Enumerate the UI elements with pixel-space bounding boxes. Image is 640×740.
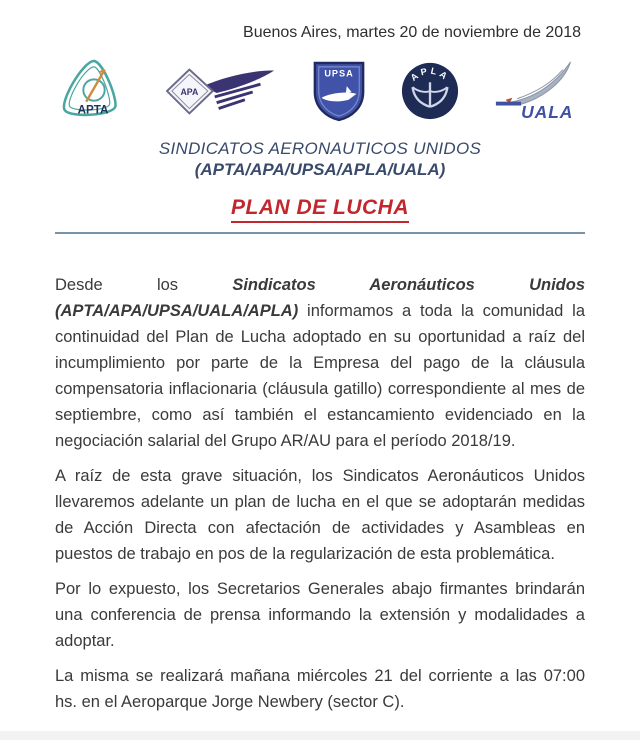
- paragraph-3: Por lo expuesto, los Secretarios Generales abajo firmantes brindarán una conferencia de prensa informando la extensión y modalidades a adoptar.: [55, 580, 585, 650]
- paragraph-2: A raíz de esta grave situación, los Sindicatos Aeronáuticos Unidos llevaremos adelante un plan de lucha en el que se adoptarán medidas de Acción Directa con afectación de actividades y Asambleas en puestos de trabajo en pos de la regularización de esta problemática.: [55, 467, 585, 563]
- uala-logo-label: UALA: [521, 102, 574, 123]
- main-heading-text: PLAN DE LUCHA: [231, 196, 409, 223]
- org-title-line1: SINDICATOS AERONAUTICOS UNIDOS: [158, 139, 482, 158]
- paragraph-4: La misma se realizará mañana miércoles 21 del corriente a las 07:00 hs. en el Aeroparque Jorge Newbery (sector C).: [55, 667, 585, 711]
- union-logos-row: [55, 58, 585, 124]
- apla-logo-icon: [400, 60, 460, 122]
- org-title: [55, 138, 585, 180]
- apa-logo-icon: [166, 64, 278, 119]
- apta-logo-label: APTA: [77, 103, 109, 117]
- date-line: Buenos Aires, martes 20 de noviembre de 2018: [243, 24, 581, 41]
- horizontal-rule: [55, 232, 585, 234]
- apla-logo-label: APLA: [408, 65, 452, 83]
- apa-logo-label: APA: [180, 86, 199, 97]
- main-heading: [55, 196, 585, 223]
- paragraph-1-lead: Desde los: [55, 276, 233, 294]
- body-text: [55, 272, 585, 715]
- apta-logo-icon: [55, 58, 133, 124]
- bottom-edge-strip: [0, 731, 640, 740]
- org-title-line2: (APTA/APA/UPSA/APLA/UALA): [194, 160, 446, 179]
- paragraph-1: [55, 272, 585, 454]
- uala-logo-icon: [493, 59, 585, 123]
- paragraph-1-rest: informamos a toda la comunidad la continuidad del Plan de Lucha adoptado en su oportunidad a raíz del incumplimiento por parte de la Empresa del pago de la cláusula compensatoria inflacionaria (cláusula gatillo) correspondiente al mes de septiembre, como así también el estancamiento evidenciado en la negociación salarial del Grupo AR/AU para el período 2018/19.: [55, 302, 585, 450]
- upsa-logo-icon: [311, 59, 367, 123]
- paragraph-1-emphasis: Sindicatos Aeronáuticos Unidos (APTA/APA/UPSA/UALA/APLA): [55, 276, 585, 320]
- upsa-logo-label: UPSA: [324, 68, 354, 79]
